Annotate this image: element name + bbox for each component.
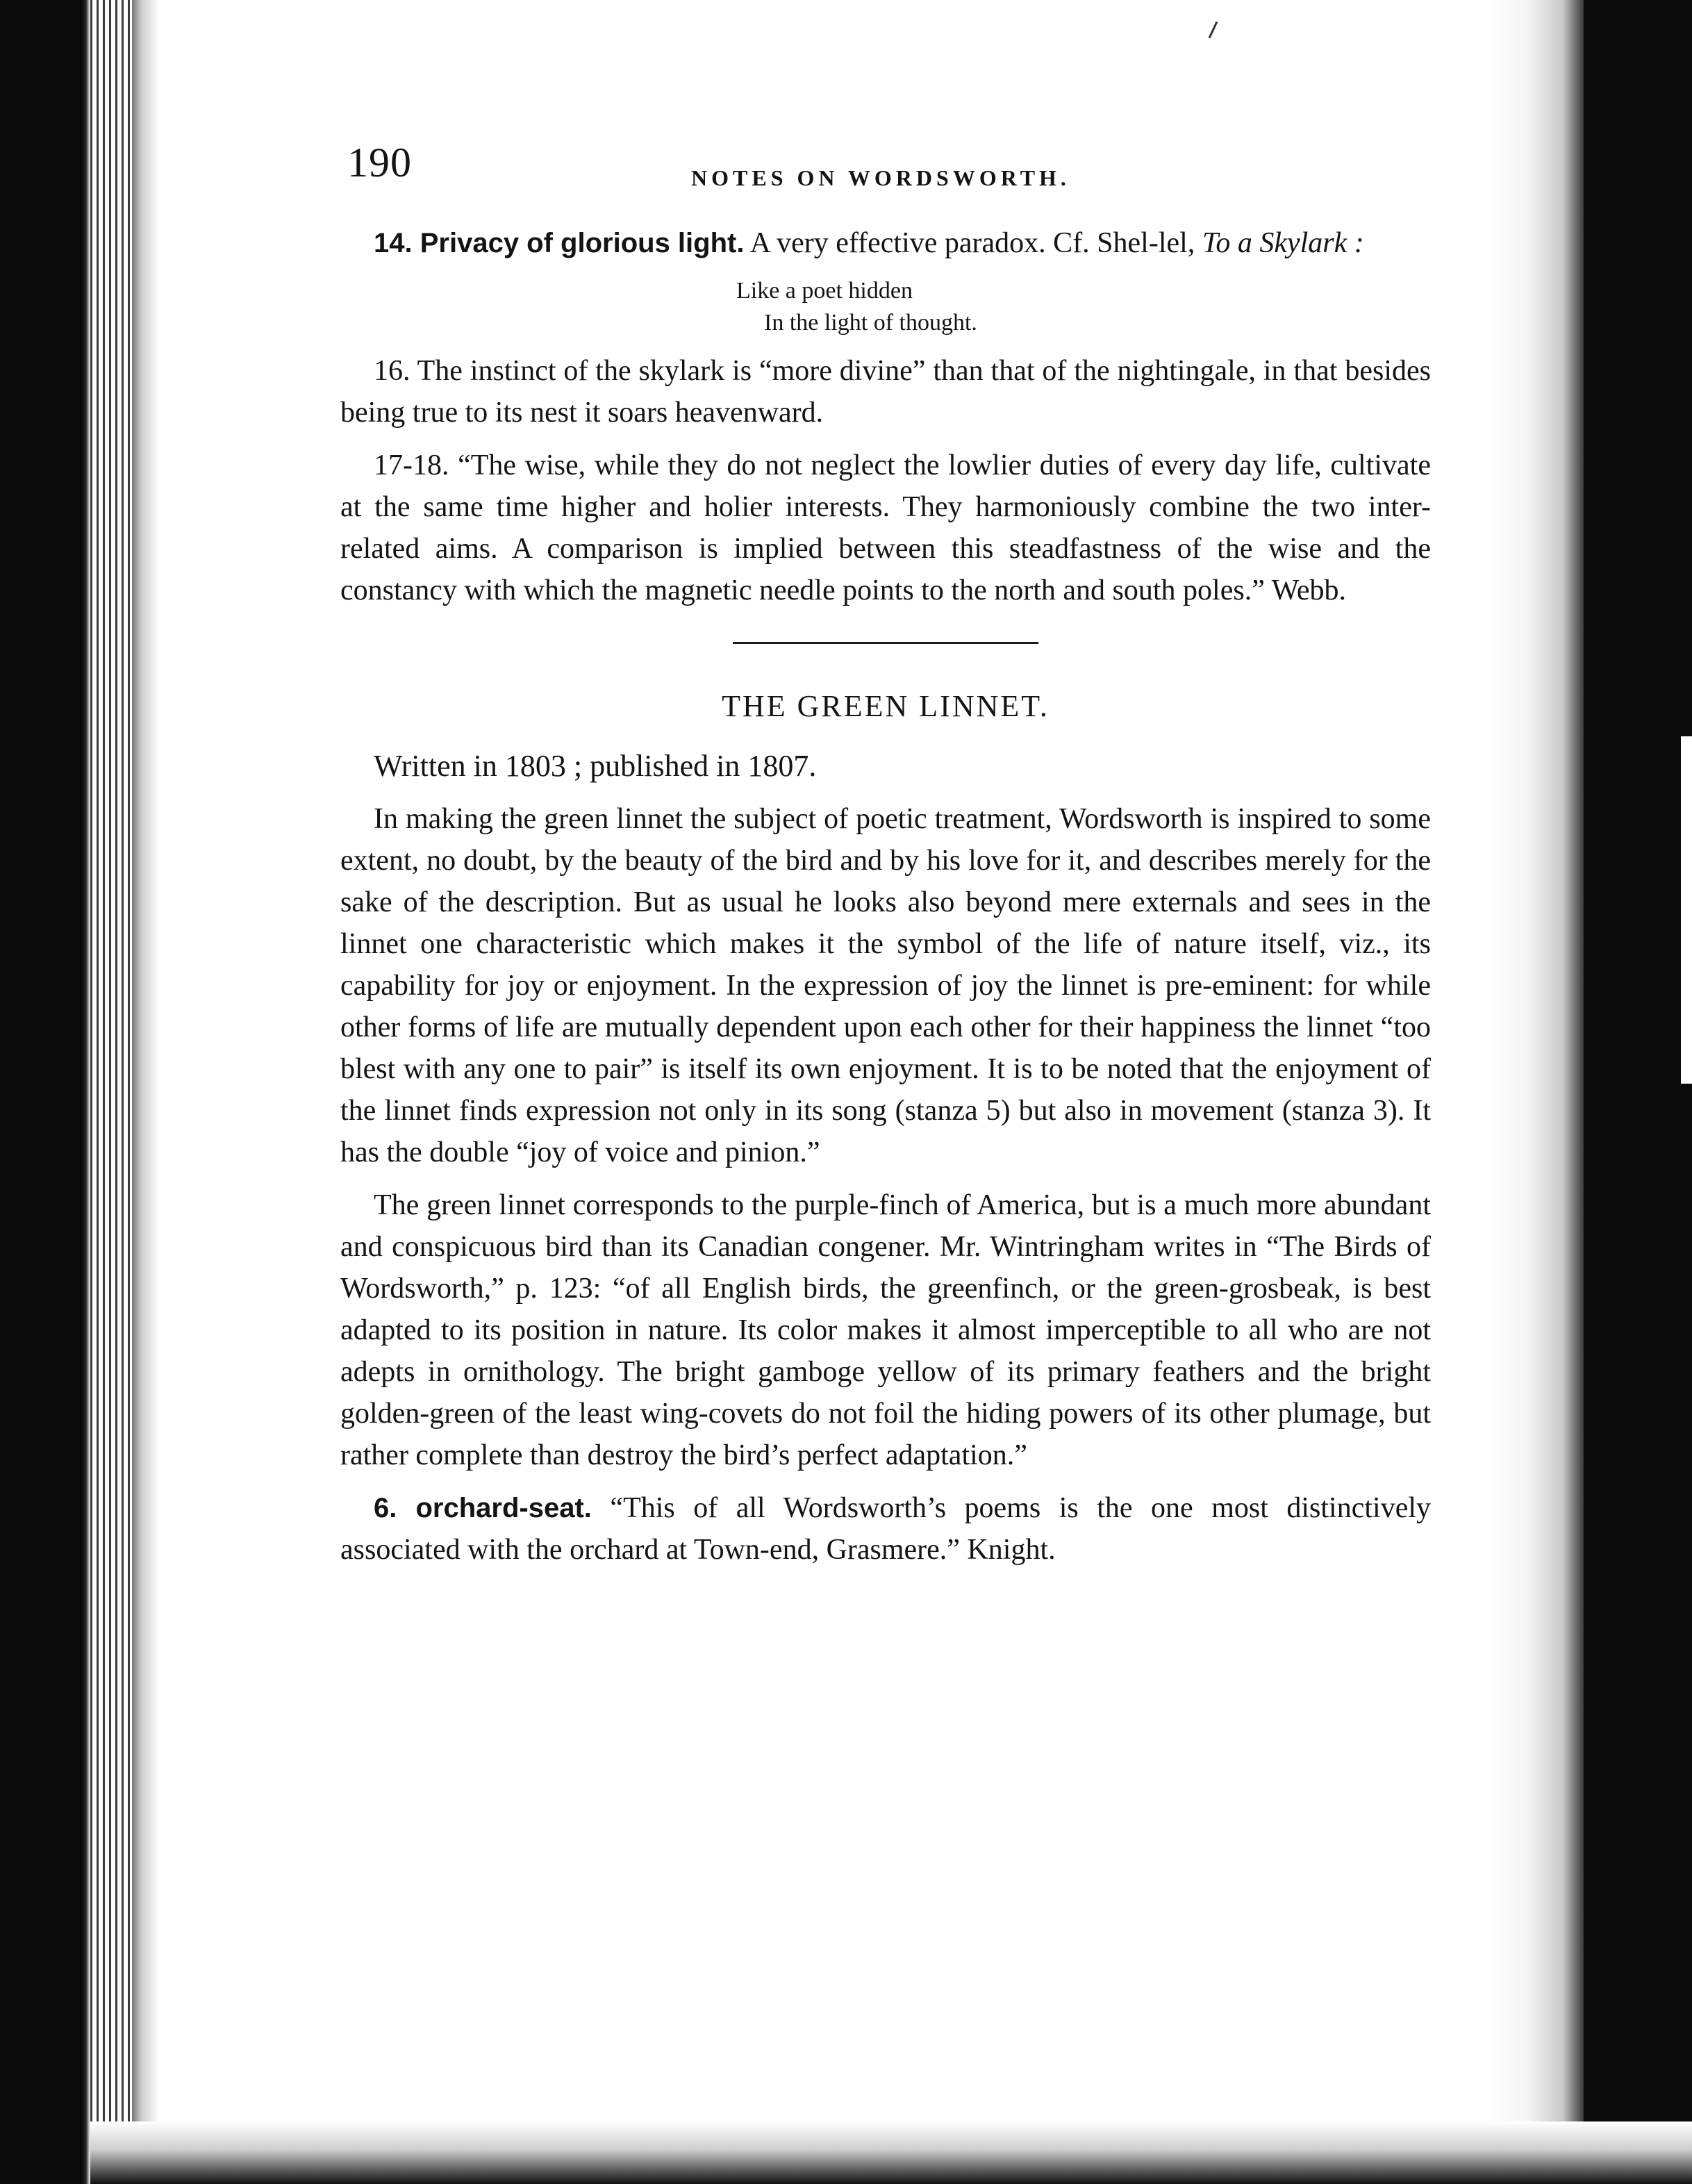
note-14 xyxy=(340,222,1431,264)
note-6-text: “This of all Wordsworth’s poems is the one most distinctively associated with the orchard at Town-end, Grasmere.” Knight. xyxy=(340,1492,1432,1566)
verse-line: In the light of thought. xyxy=(764,310,977,336)
page-body xyxy=(340,222,1431,1582)
book-binding-left xyxy=(0,0,90,2184)
note-14-text: A very effective paradox. Cf. Shel-lel, xyxy=(749,227,1195,259)
note-6 xyxy=(340,1487,1431,1571)
section-title: THE GREEN LINNET. xyxy=(722,689,1050,723)
note-16: 16. The instinct of the skylark is “more divine” than that of the nightingale, in that besides being true to its nest it soars heavenward. xyxy=(340,355,1431,429)
composition-dates: Written in 1803 ; published in 1807. xyxy=(374,749,817,783)
running-title: NOTES ON WORDSWORTH. xyxy=(691,165,1070,190)
scan-border-right xyxy=(1584,0,1692,2184)
paragraph: The green linnet corresponds to the purple-finch of America, but is a much more abundant and conspicuous bird than its Canadian congener. Mr. Wintringham writes in “The Birds of Wordsworth,” p. 123: “of all English birds, the greenfinch, or the green-grosbeak, is best adapted to its position in nature. Its color makes it almost imperceptible to all who are not adepts in ornithology. The bright gamboge yellow of its primary feathers and the bright golden-green of the least wing-covets do not foil the hiding powers of its other plumage, but rather complete than destroy the bird’s perfect adaptation.” xyxy=(340,1189,1431,1471)
page-edges-left xyxy=(90,0,132,2184)
paragraph: In making the green linnet the subject of poetic treatment, Wordsworth is inspired to some extent, no doubt, by the beauty of the bird and by his love for it, and describes merely for the sake of the description. But as usual he looks also beyond mere externals and sees in the linnet one characteristic which makes it the symbol of the life of nature itself, viz., its capability for joy or enjoyment. In the expression of joy the linnet is pre-eminent: for while other forms of life are mutually dependent upon each other for their happiness the linnet “too blest with any one to pair” is itself its own enjoyment. It is to be noted that the enjoyment of the linnet finds expression not only in its song (stanza 5) but also in movement (stanza 3). It has the double “joy of voice and pinion.” xyxy=(340,803,1431,1168)
note-6-lead: 6. orchard-seat. xyxy=(374,1493,592,1523)
note-14-lead: 14. Privacy of glorious light. xyxy=(374,228,745,258)
section-divider xyxy=(733,642,1038,644)
facing-page-edge xyxy=(1681,736,1692,1084)
gutter-shadow xyxy=(132,0,160,2184)
verse-quote xyxy=(340,275,1431,339)
page-number: 190 xyxy=(347,140,412,185)
page-shadow-right xyxy=(1486,0,1584,2184)
note-17-18: 17-18. “The wise, while they do not neglect the lowlier duties of every day life, cultivate at the same time higher and holier interests. They harmoniously combine the two inter-related aims. A comparison is implied between this steadfastness of the wise and the constancy with which the magnetic needle points to the north and south poles.” Webb. xyxy=(340,449,1431,606)
scan-border-bottom xyxy=(90,2121,1692,2184)
verse-line: Like a poet hidden xyxy=(736,278,913,304)
pencil-mark xyxy=(1209,22,1218,39)
note-14-work-title: To a Skylark : xyxy=(1202,227,1364,259)
